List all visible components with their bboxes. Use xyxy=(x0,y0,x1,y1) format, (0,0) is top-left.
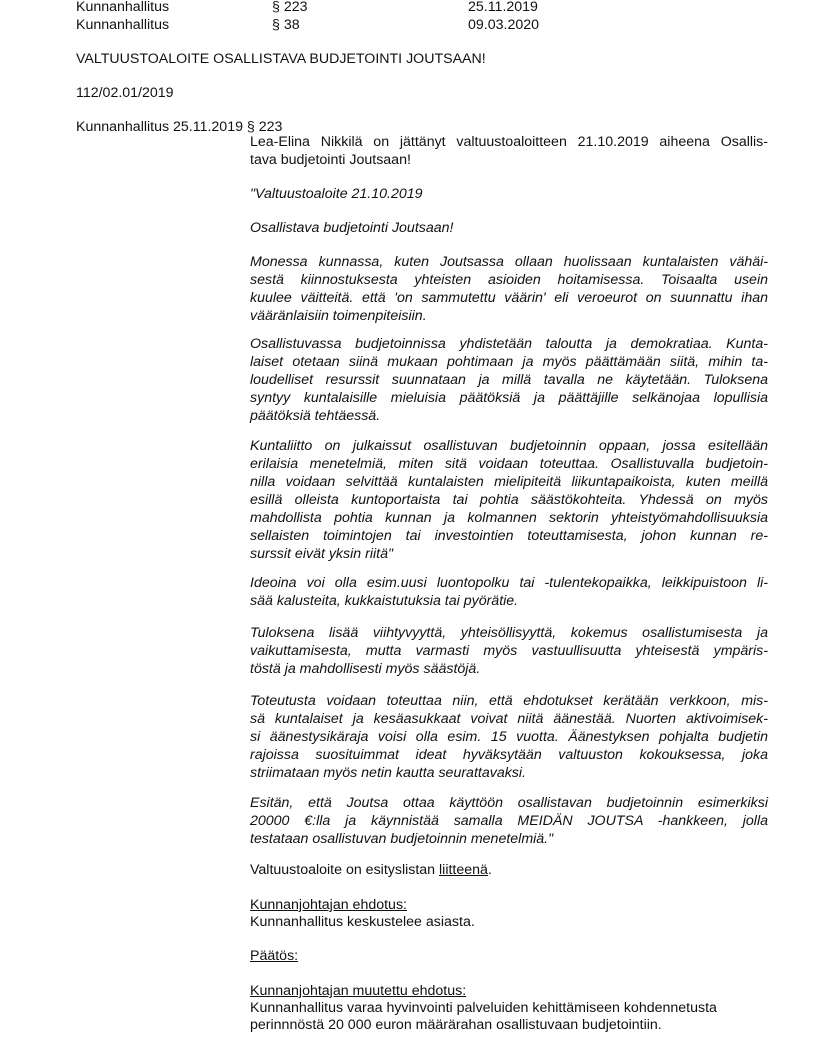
quote-paragraph-4 xyxy=(250,574,768,610)
amended-proposal-label: Kunnanjohtajan muutettu ehdotus: xyxy=(250,983,467,999)
attachment-note xyxy=(250,861,492,879)
quote-line: Toteutusta voidaan toteuttaa niin, että ehdotukset kerätään verkkoon, mis- xyxy=(250,693,768,709)
quote-line: syntyy kuntalaisille mieluisia päätöksiä ja päättäjille selkänojaa lopullisia xyxy=(250,390,768,406)
meeting-heading: Kunnanhallitus 25.11.2019 § 223 xyxy=(76,119,283,135)
quote-line: loudelliset resurssit suunnataan ja millä tavalla ne käytetään. Tuloksena xyxy=(250,372,768,388)
intro-line: Lea-Elina Nikkilä on jättänyt valtuustoaloitteen 21.10.2019 aiheena Osallis- xyxy=(250,134,768,150)
proposal-text: Kunnanhallitus keskustelee asiasta. xyxy=(250,914,475,930)
quote-line: vääränlaisiin toimenpiteisiin. xyxy=(250,308,427,324)
quote-line: sellaisten toimintojen tai investointien toteuttamisesta, johon kunnan re- xyxy=(250,528,768,544)
quote-paragraph-1 xyxy=(250,253,768,325)
quote-line: Monessa kunnassa, kuten Joutsassa ollaan huolissaan kuntalaisten vähäi- xyxy=(250,254,768,270)
proposal-label: Kunnanjohtajan ehdotus: xyxy=(250,897,407,913)
quote-line: sää kalusteita, kukkaistutuksia tai pyörätie. xyxy=(250,593,519,609)
quote-line: Ideoina voi olla esim.uusi luontopolku tai -tulentekopaikka, leikkipuistoon li- xyxy=(250,575,768,591)
quote-line: striimataan myös netin kautta seurattavaksi. xyxy=(250,765,526,781)
quote-line: sä kuntalaiset ja kesäasukkaat voivat niitä äänestää. Nuorten aktivoimisek- xyxy=(250,711,768,727)
header-row-1-section: § 223 xyxy=(272,0,308,15)
quote-line: sestä kiinnostuksesta yhteisten asioiden hoitamisessa. Toisaalta usein xyxy=(250,272,768,288)
quote-line: laiset otetaan siinä mukaan pohtimaan ja myös päättämään siitä, mihin ta- xyxy=(250,354,768,370)
quote-paragraph-7 xyxy=(250,794,768,848)
quote-line: töstä ja mahdollisesti myös säästöjä. xyxy=(250,661,481,677)
intro-line: tava budjetointi Joutsaan! xyxy=(250,152,411,168)
quote-line: Esitän, että Joutsa ottaa käyttöön osallistavan budjetoinnin esimerkiksi xyxy=(250,795,768,811)
amended-proposal-line-1: Kunnanhallitus varaa hyvinvointi palveluiden kehittämiseen kohdennetusta xyxy=(250,1000,717,1016)
quote-line: rajoissa suosituimmat ideat hyväksytään valtuuston kokouksessa, joka xyxy=(250,747,768,763)
intro-paragraph xyxy=(250,133,768,169)
document-title: VALTUUSTOALOITE OSALLISTAVA BUDJETOINTI JOUTSAAN! xyxy=(76,51,486,67)
amended-proposal-line-2: perinnnöstä 20 000 euron määrärahan osallistuvaan budjetointiin. xyxy=(250,1017,662,1033)
quote-subheading: Osallistava budjetointi Joutsaan! xyxy=(250,220,454,236)
quote-line: esillä olleista kuntoportaista tai pohtia säästökohteita. Yhdessä on myös xyxy=(250,492,768,508)
quote-line: mahdollista pohtia kunnan ja kolmannen sektorin yhteistyömahdollisuuksia xyxy=(250,510,768,526)
quote-line: päätöksiä tehtäessä. xyxy=(250,408,381,424)
quote-line: si äänestysikäraja voisi olla esim. 15 vuotta. Äänestyksen pohjalta budjetin xyxy=(250,729,768,745)
quote-paragraph-5 xyxy=(250,624,768,678)
quote-paragraph-3 xyxy=(250,437,768,563)
header-row-2-body: Kunnanhallitus xyxy=(76,17,170,33)
attachment-note-prefix: Valtuustoaloite on esityslistan xyxy=(250,862,440,878)
header-row-2-date: 09.03.2020 xyxy=(468,17,540,33)
quote-heading: "Valtuustoaloite 21.10.2019 xyxy=(250,186,423,202)
quote-line: Osallistuvassa budjetoinnissa yhdistetään taloutta ja demokratiaa. Kunta- xyxy=(250,336,768,352)
quote-line: testataan osallistuvan budjetoinnin menetelmiä." xyxy=(250,831,554,847)
quote-line: 20000 €:lla ja käynnistää samalla MEIDÄN JOUTSA -hankkeen, jolla xyxy=(250,813,768,829)
quote-paragraph-6 xyxy=(250,692,768,782)
quote-line: nilla voidaan selvittää kuntalaisten mielipiteitä liikuntapaikoista, kuten meillä xyxy=(250,474,768,490)
header-row-2-section: § 38 xyxy=(272,17,300,33)
quote-line: erilaisia menetelmiä, miten sitä voidaan toteuttaa. Osallistuvalla budjetoin- xyxy=(250,456,768,472)
header-row-1-date: 25.11.2019 xyxy=(468,0,538,15)
quote-line: Kuntaliitto on julkaissut osallistuvan budjetoinnin oppaan, jossa esitellään xyxy=(250,438,768,454)
intro-text xyxy=(250,133,768,169)
attachment-link[interactable]: liitteenä xyxy=(439,862,488,878)
attachment-note-suffix: . xyxy=(487,862,492,878)
quote-line: surssit eivät yksin riitä" xyxy=(250,546,394,562)
header-row-1-body: Kunnanhallitus xyxy=(76,0,170,15)
quote-line: kuulee väitteitä. että 'on sammutettu väärin' eli veroeurot on suunnattu ihan xyxy=(250,290,768,306)
record-number: 112/02.01/2019 xyxy=(76,85,174,101)
decision-label: Päätös: xyxy=(250,948,299,964)
quote-paragraph-2 xyxy=(250,335,768,425)
quote-line: vaikuttamisesta, mutta varmasti myös vastuullisuutta yhteisestä ympäris- xyxy=(250,643,768,659)
quote-line: Tuloksena lisää viihtyvyyttä, yhteisöllisyyttä, kokemus osallistumisesta ja xyxy=(250,625,768,641)
